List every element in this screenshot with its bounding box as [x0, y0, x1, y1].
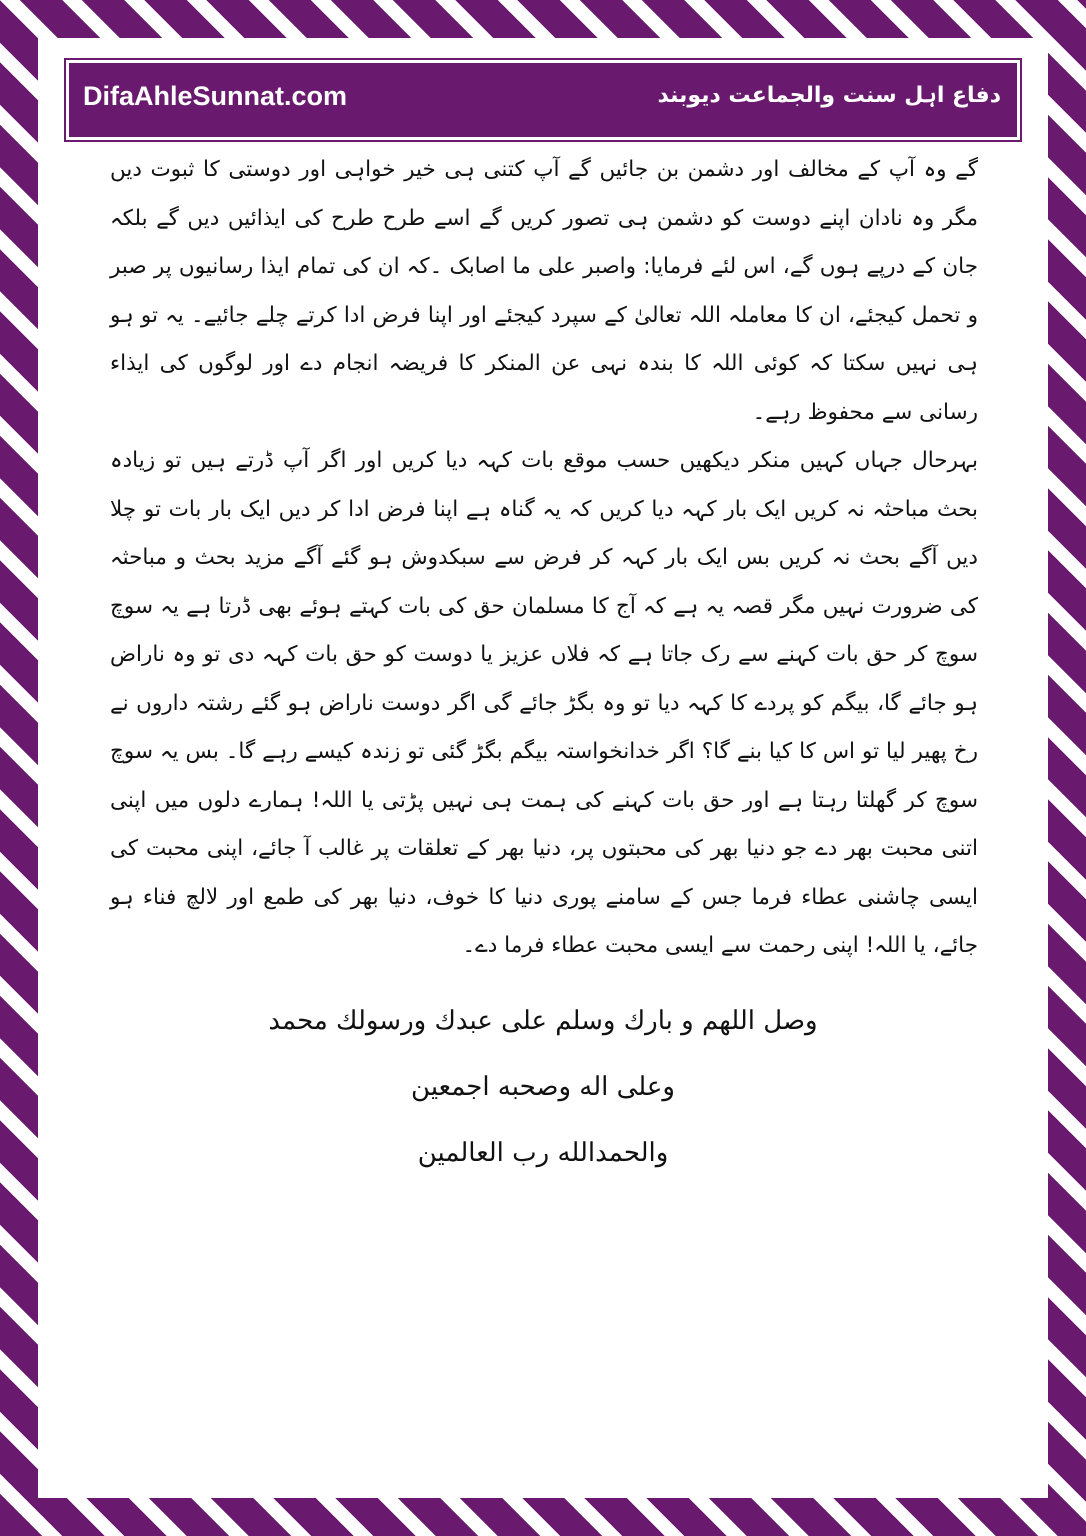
closing-prayer — [168, 988, 918, 1186]
page — [38, 38, 1048, 1498]
closing-line-2: وعلی اله وصحبه اجمعين — [411, 1072, 675, 1102]
header-title: دفاع اہل سنت والجماعت دیوبند — [657, 83, 1001, 108]
site-name-link[interactable]: DifaAhleSunnat.com — [83, 81, 348, 111]
paragraph-1: گے وہ آپ کے مخالف اور دشمن بن جائیں گے آپ کتنی ہی خیر خواہی اور دوستی کا ثبوت دیں مگر وہ نادان اپنے دوست کو دشمن ہی تصور کریں گے اسے طرح طرح کی ایذائیں دیں گے بلکہ جان کے درپے ہوں گے، اس لئے فرمایا: واصبر علی ما اصابک ۔کہ ان کی تمام ایذا رسانیوں پر صبر و تحمل کیجئے، ان کا معاملہ اللہ تعالیٰ کے سپرد کیجئے اور اپنا فرض ادا کرتے چلے جائیے۔ یہ تو ہو ہی نہیں سکتا کہ کوئی اللہ کا بندہ نہی عن المنکر کا فریضہ انجام دے اور لوگوں کی ایذاء رسانی سے محفوظ رہے۔ — [110, 157, 978, 425]
article-body — [110, 146, 978, 971]
closing-line-3: والحمدالله رب العالمين — [417, 1138, 669, 1168]
paragraph-2: بہرحال جہاں کہیں منکر دیکھیں حسب موقع بات کہہ دیا کریں اور اگر آپ ڈرتے ہیں تو زیادہ بحث مباحثہ نہ کریں ایک بار کہہ دیا کریں کہ یہ گناہ ہے اپنا فرض ادا کر دیں ایک بار بات تو چلا دیں آگے بحث نہ کریں بس ایک بار کہہ کر فرض سے سبکدوش ہو گئے آگے مزید بحث و مباحثہ کی ضرورت نہیں مگر قصہ یہ ہے کہ آج کا مسلمان حق کی بات کہتے ہوئے بھی ڈرتا ہے یہ سوچ سوچ کر حق بات کہنے سے رک جاتا ہے کہ فلاں عزیز یا دوست کو حق بات کہہ دی تو وہ ناراض ہو جائے گا، بیگم کو پردے کا کہہ دیا تو وہ بگڑ جائے گی اگر دوست ناراض ہو گئے رشتہ داروں نے رخ پھیر لیا تو اس کا کیا بنے گا؟ اگر خدانخواستہ بیگم بگڑ گئی تو زندہ کیسے رہے گا۔ بس یہ سوچ سوچ کر گھلتا رہتا ہے اور حق بات کہنے کی ہمت ہی نہیں پڑتی یا اللہ! ہمارے دلوں میں اپنی اتنی محبت بھر دے جو دنیا بھر کی محبتوں پر، دنیا بھر کے تعلقات پر غالب آ جائے، اپنی محبت کی ایسی چاشنی عطاء فرما جس کے سامنے پوری دنیا کا خوف، دنیا بھر کی طمع اور لالچ فناء ہو جائے، یا اللہ! اپنی رحمت سے ایسی محبت عطاء فرما دے۔ — [110, 448, 978, 958]
closing-line-1: وصل اللهم و بارك وسلم علی عبدك ورسولك محمد — [268, 1006, 818, 1036]
header-banner — [66, 60, 1020, 140]
